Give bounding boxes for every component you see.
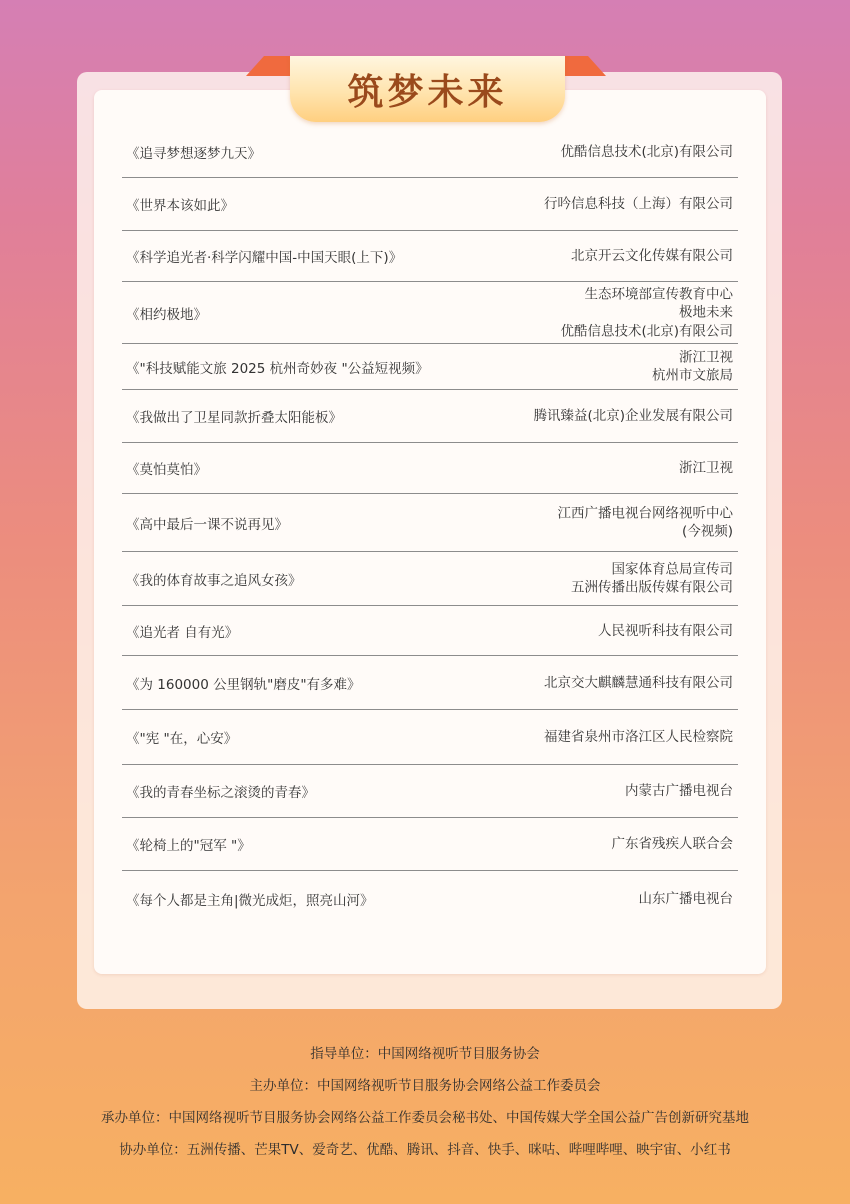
list-item xyxy=(122,818,738,871)
organization-line: 江西广播电视台网络视听中心 xyxy=(557,505,733,521)
list-item xyxy=(122,656,738,710)
page-title: 筑梦未来 xyxy=(347,70,508,113)
work-title: 《追寻梦想逐梦九天》 xyxy=(126,145,261,162)
list-item xyxy=(122,282,738,344)
organization-line: 生态环境部宣传教育中心 xyxy=(584,285,733,302)
organization xyxy=(560,142,733,161)
organization xyxy=(639,889,734,908)
organization-line: 行吟信息科技（上海）有限公司 xyxy=(544,195,733,212)
organization xyxy=(544,728,733,747)
organization-line: 北京交大麒麟慧通科技有限公司 xyxy=(544,674,733,691)
list-item xyxy=(122,871,738,926)
organization xyxy=(571,560,733,597)
organization-line: 浙江卫视 xyxy=(679,349,733,365)
organization-line: 山东广播电视台 xyxy=(638,890,733,907)
list-item xyxy=(122,606,738,656)
organization-line: 五洲传播出版传媒有限公司 xyxy=(571,579,733,596)
organization-line: 国家体育总局宣传司 xyxy=(611,561,733,577)
footer-co-organizer-unit: 协办单位：五洲传播、芒果TV、爱奇艺、优酷、腾讯、抖音、快手、咪咕、哔哩哔哩、映宇宙、小红书 xyxy=(119,1142,731,1158)
list-item xyxy=(122,494,738,552)
organization xyxy=(652,348,733,385)
organization-line: 极地未来 xyxy=(679,304,733,321)
work-title: 《为 160000 公里钢轨"磨皮"有多难》 xyxy=(126,676,361,693)
organization xyxy=(560,285,733,341)
organization-line: 福建省泉州市洛江区人民检察院 xyxy=(544,728,733,745)
list-item xyxy=(122,710,738,765)
organization-line: 腾讯臻益(北京)企业发展有限公司 xyxy=(533,407,733,424)
work-title: 《我的青春坐标之滚烫的青春》 xyxy=(126,785,315,801)
work-title: 《每个人都是主角|微光成炬，照亮山河》 xyxy=(126,892,374,909)
work-title: 《轮椅上的"冠军 "》 xyxy=(126,838,251,854)
footer-host-unit: 主办单位：中国网络视听节目服务协会网络公益工作委员会 xyxy=(249,1078,601,1094)
list-item xyxy=(122,231,738,282)
organization xyxy=(612,835,734,854)
work-title: 《相约极地》 xyxy=(126,306,207,323)
organization xyxy=(544,673,733,692)
work-title: 《世界本该如此》 xyxy=(126,198,234,214)
list-item xyxy=(122,443,738,494)
organization-line: 人民视听科技有限公司 xyxy=(598,622,733,639)
work-title: 《追光者 自有光》 xyxy=(126,624,239,641)
organization xyxy=(544,195,733,214)
organization-line: 优酷信息技术(北京)有限公司 xyxy=(560,143,733,160)
organization-line: 北京开云文化传媒有限公司 xyxy=(571,247,733,264)
organization xyxy=(558,504,734,541)
work-title: 《我的体育故事之追风女孩》 xyxy=(126,572,302,589)
list-item xyxy=(122,765,738,818)
organization xyxy=(625,782,733,801)
organization-line: 浙江卫视 xyxy=(679,459,733,476)
list-item xyxy=(122,126,738,178)
organization-line: 内蒙古广播电视台 xyxy=(625,782,733,799)
work-title: 《高中最后一课不说再见》 xyxy=(126,516,288,533)
footer-organizer-unit: 承办单位：中国网络视听节目服务协会网络公益工作委员会秘书处、中国传媒大学全国公益广告创新研究基地 xyxy=(101,1110,749,1126)
work-title: 《"宪 "在，心安》 xyxy=(126,731,238,747)
organization xyxy=(533,407,733,426)
work-title: 《科学追光者·科学闪耀中国-中国天眼(上下)》 xyxy=(126,250,403,266)
list-item xyxy=(122,344,738,390)
footer-guide-unit: 指导单位：中国网络视听节目服务协会 xyxy=(310,1046,540,1062)
work-title: 《"科技赋能文旅 2025 杭州奇妙夜 "公益短视频》 xyxy=(126,360,429,377)
footer xyxy=(0,1040,850,1168)
organization-line: 杭州市文旅局 xyxy=(652,367,733,384)
list-item xyxy=(122,178,738,231)
title-banner xyxy=(290,56,565,122)
work-title: 《我做出了卫星同款折叠太阳能板》 xyxy=(126,410,342,426)
organization xyxy=(598,621,733,640)
organization xyxy=(679,459,733,478)
list-item xyxy=(122,390,738,443)
organization-line: (今视频) xyxy=(681,523,733,540)
work-title: 《莫怕莫怕》 xyxy=(126,462,207,478)
list-item xyxy=(122,552,738,606)
organization xyxy=(571,247,733,266)
organization-line: 广东省残疾人联合会 xyxy=(611,835,733,852)
organization-line: 优酷信息技术(北京)有限公司 xyxy=(560,322,733,339)
